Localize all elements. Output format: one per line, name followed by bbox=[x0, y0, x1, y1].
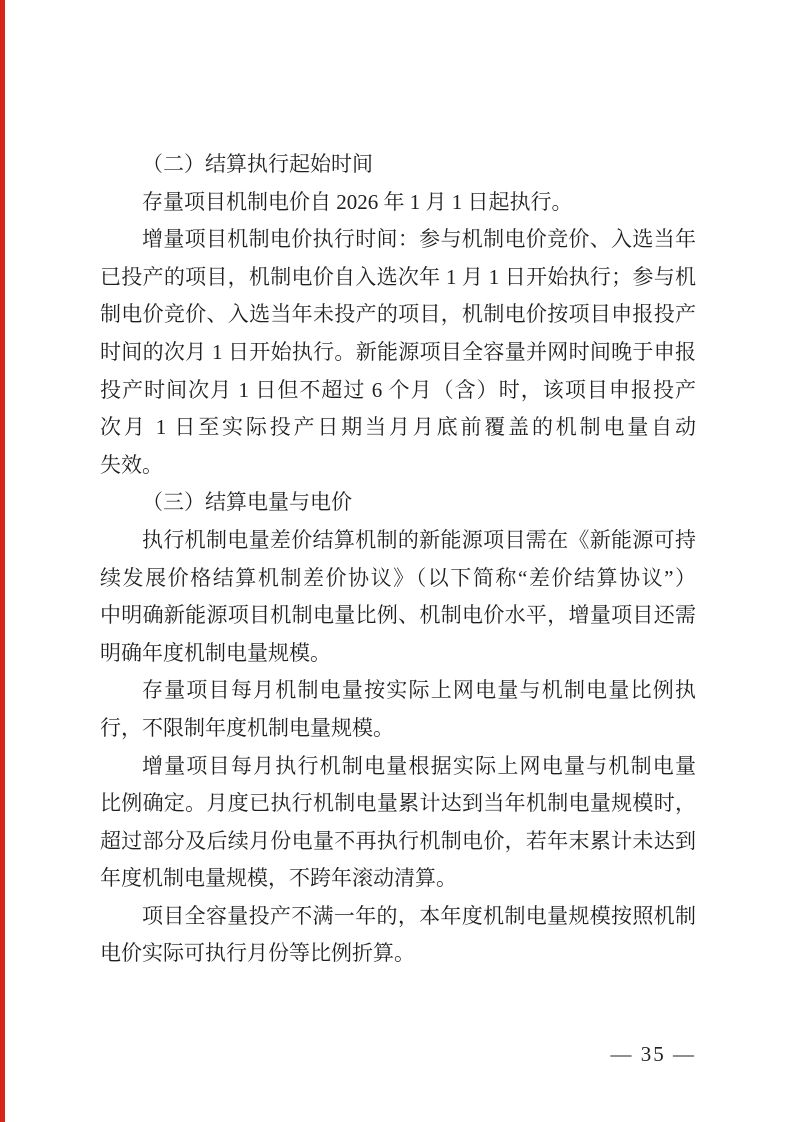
text-line: 超过部分及后续月份电量不再执行机制电价，若年末累计未达到 bbox=[100, 828, 696, 853]
text-line: 执行机制电量差价结算机制的新能源项目需在《新能源可持 bbox=[142, 527, 696, 552]
text-line: 投产时间次月 1 日但不超过 6 个月（含）时，该项目申报投产 bbox=[100, 377, 696, 402]
text-line: 时间的次月 1 日开始执行。新能源项目全容量并网时间晚于申报 bbox=[100, 339, 696, 364]
text-line: 制电价竞价、入选当年未投产的项目，机制电价按项目申报投产 bbox=[100, 302, 696, 327]
text-line: 电价实际可执行月份等比例折算。 bbox=[100, 941, 415, 966]
text-line: 已投产的项目，机制电价自入选次年 1 月 1 日开始执行；参与机 bbox=[100, 264, 696, 289]
text-line: 存量项目每月机制电量按实际上网电量与机制电量比例执 bbox=[142, 678, 696, 703]
text-line: 次月 1 日至实际投产日期当月月底前覆盖的机制电量自动 bbox=[100, 415, 696, 440]
text-line: （二）结算执行起始时间 bbox=[142, 152, 373, 176]
text-line: 失效。 bbox=[100, 452, 163, 477]
text-line: 增量项目每月执行机制电量根据实际上网电量与机制电量 bbox=[142, 753, 696, 778]
text-line: 年度机制电量规模，不跨年滚动清算。 bbox=[100, 866, 457, 891]
text-line: 明确年度机制电量规模。 bbox=[100, 640, 331, 665]
text-line: 续发展价格结算机制差价协议》（以下简称“差价结算协议”） bbox=[100, 565, 696, 590]
left-accent-bar bbox=[0, 0, 5, 1122]
text-line: 中明确新能源项目机制电量比例、机制电价水平，增量项目还需 bbox=[100, 603, 696, 628]
text-line: 存量项目机制电价自 2026 年 1 月 1 日起执行。 bbox=[142, 189, 573, 214]
document-body bbox=[100, 146, 696, 973]
text-line: （三）结算电量与电价 bbox=[142, 490, 352, 515]
page-number: — 35 — bbox=[610, 1042, 696, 1066]
text-line: 增量项目机制电价执行时间：参与机制电价竞价、入选当年 bbox=[142, 227, 696, 252]
text-line: 项目全容量投产不满一年的，本年度机制电量规模按照机制 bbox=[142, 903, 696, 928]
text-line: 行，不限制年度机制电量规模。 bbox=[100, 715, 394, 740]
text-line: 比例确定。月度已执行机制电量累计达到当年机制电量规模时， bbox=[100, 791, 696, 816]
